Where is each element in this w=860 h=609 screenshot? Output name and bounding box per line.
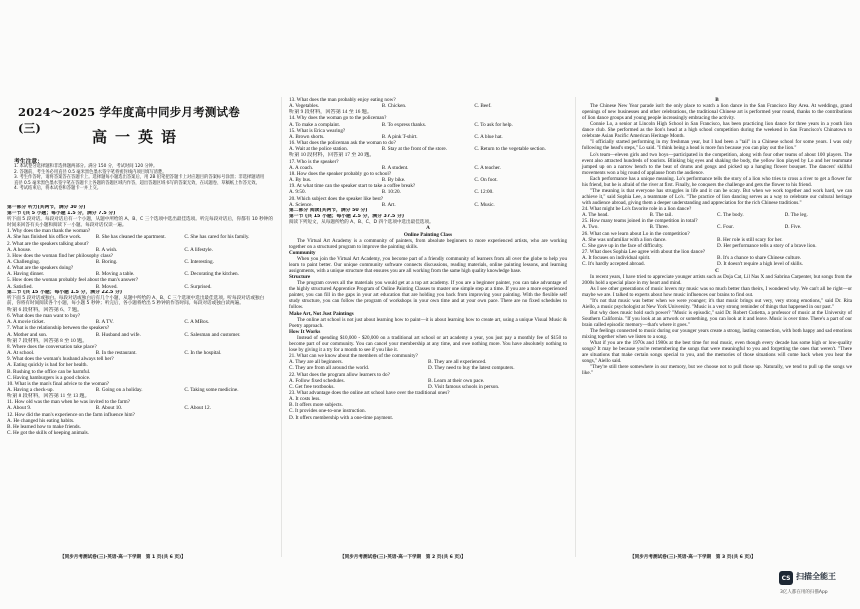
option-row xyxy=(289,165,567,171)
option: A. It costs less. xyxy=(289,396,321,403)
option: A. Science. xyxy=(289,201,313,208)
material-note: 听第 10 段材料，回答第 17 至 20 题。 xyxy=(289,152,375,159)
option: C. It provides one-to-one instruction. xyxy=(289,408,366,415)
option: B. Three. xyxy=(649,224,669,231)
option: A. Wait at the police station. xyxy=(289,146,348,153)
option: A. Having a check-up. xyxy=(7,386,54,393)
option: A. She was unfamiliar with a lion dance. xyxy=(582,236,667,243)
column-1 xyxy=(7,205,273,436)
passage-paragraph: "I officially started performing in my freshman year, but I had been a "tail" in a Chinese school for some years. I was only following the head's steps," Lo said. "I think being a head is more fun because you can play out the lion." xyxy=(582,139,852,152)
notice-title: 考生注意： xyxy=(14,159,43,165)
passage-title: Online Painting Class xyxy=(403,231,453,238)
option: B. Her role is still scary for her. xyxy=(717,236,783,243)
option-row xyxy=(289,365,567,371)
question-stem: 10. What is the man's final advice to the woman? xyxy=(7,380,109,387)
notice-item: 3. 考生作答时，请将答案答在答题卡上。选择题每小题选出答案后，用 2B 铅笔把答题卡上对应题目的答案标号涂黑；非选择题请用直径 0.5 毫米黑色墨水签字笔在答题卡上各题的答题区域内作答，超出答题区域书写的答案无效，在试题卷、草稿纸上作答无效。 xyxy=(14,175,265,186)
question-stem: 19. At what time can the speaker start to take a coffee break? xyxy=(289,183,416,190)
option: C. In the hospital. xyxy=(184,350,222,357)
passage-paragraph: When you join the Virtual Art Academy, you become part of a friendly community of learners from all over the globe to help you learn to paint better. Our unique community software connects discussions, reading materials, online painting lessons, and learning assignments, with a unique structure that ensures you are all working from the same high quality knowledge base. xyxy=(289,255,567,275)
passage-paragraph: But why does music hold such power? "Music is episodic," said Dr. Robert Cutietta, a professor of music at the University of Southern California. "If you look at an artwork or something, you can look at it and leave. Music is over time. There's a part of our brain called episodic memory—that's where it goes." xyxy=(582,309,852,329)
option: A. Mother and son. xyxy=(7,331,48,338)
option: C. Having hamburgers is a good choice. xyxy=(7,374,91,381)
notice-item: 2. 答题前，考生务必用直径 0.5 毫米黑色墨水签字笔将密封线内项目填写清楚。 xyxy=(14,169,167,175)
option: C. Four. xyxy=(717,224,734,231)
option: A. At school. xyxy=(7,350,35,357)
column-divider xyxy=(575,97,576,557)
option: C. The body. xyxy=(717,212,744,219)
option: B. Stay at the front of the store. xyxy=(381,146,447,153)
option: B. It offers more subjects. xyxy=(289,402,343,409)
option-row xyxy=(289,122,567,128)
option: C. It's hardly accepted abroad. xyxy=(582,261,645,268)
option: B. A TV. xyxy=(95,319,114,326)
option: A. She has finished his office work. xyxy=(7,234,82,241)
exam-subject: 高一英语 xyxy=(91,128,184,146)
question-stem: 1. Why does the man thank the woman? xyxy=(7,228,91,235)
question-stem: 7. What is the relationship between the speakers? xyxy=(7,325,110,332)
option: C. Interesting. xyxy=(184,258,214,265)
option: C. 12:00. xyxy=(474,189,494,196)
option: B. In the restaurant. xyxy=(95,350,137,357)
section-instructions: 听下面 5 段对话或独白。每段对话或独白后有几个小题，从题中所给的 A、B、C 三个选项中选出最佳选项。听每段对话或独白前，你将有时间阅读各个小题，每小题 5 秒钟；听完后，各小题将给出 5 秒钟的作答时间。每段对话或独白读两遍。 xyxy=(7,295,265,307)
passage-paragraph: The feelings connected to music during our younger years create a strong, lasting connection, with both happy and sad emotions mixing together when we listen to a song. xyxy=(582,328,852,341)
column-3 xyxy=(582,97,852,376)
option: A. It focuses on individual spirit. xyxy=(582,255,651,262)
material-note: 听第 8 段材料，回答第 11 至 13 题。 xyxy=(7,393,90,400)
passage-paragraph: "It's not that music was better when we were younger; it's that music brings out very, very strong emotions," said Dr. Rita Aiello, a music psychologist at New York University. "Music is a very strong reminder of things that happened in our past." xyxy=(582,297,852,310)
page-footer: 【同步月考测试卷(三)·英语·高一下学期 第 3 页(共 6 页)】 xyxy=(630,555,756,560)
option: A. Eating quickly is bad for her health. xyxy=(7,362,88,369)
option: B. Moved. xyxy=(95,283,118,290)
question-stem: 6. What does the man want to buy? xyxy=(7,313,81,320)
option: D. Visit famous schools in person. xyxy=(428,383,500,390)
option: B. To express thanks. xyxy=(381,121,427,128)
option: A. He changed his eating habits. xyxy=(7,417,75,424)
passage-subheading: Make Art, Not Just Paintings xyxy=(289,310,354,317)
passage-paragraph: Connie Lo, a senior at Lincoln High School in San Francisco, has been practicing lion dance for three years in a youth lion dance club. She performed as the lion's head at a high school competition during the weekend in San Francisco's Chinatown to celebrate Asian Pacific American Heritage Month. xyxy=(582,121,852,140)
passage-paragraph: The program covers all the materials you would get at a top art academy. If you are a beginner painter, you can take advantage of the highly structured Apprentice Program of Online Painting Classes to master one simple step at a time. If you are a more experienced painter, you can fill in the gaps in your art education that are holding you back from improving your painting. With the flexible self study structure, you can follow the program of workshops in your own time and at your own pace. There are no fixed schedules to follow. xyxy=(289,280,567,311)
option: D. It doesn't require a high level of skills. xyxy=(717,261,803,268)
question-stem: 9. What does the woman's husband always tell her? xyxy=(7,356,114,363)
question-stem: 22. What does the program allow learners to do? xyxy=(289,371,390,378)
section-instructions: 阅读下列短文，从每题所给的 A、B、C、D 四个选项中选出最佳选项。 xyxy=(289,219,434,225)
question-stem: 26. What can we learn about Lo in the competition? xyxy=(582,230,690,237)
option: C. A MBox. xyxy=(184,319,210,326)
passage-paragraph: "The meaning is that everyone has struggles in life and it can be scary. But when we work together and work hard, we can achieve it," said Sophia Lee, a teammate of Lo's. "The practice of lion dancing serves as a way to celebrate our cultural heritage with audience abroad, giving them a deeper understanding and appreciation for the rich Chinese traditions." xyxy=(582,187,852,206)
option: C. Music. xyxy=(474,201,495,208)
question-stem: 8. Where does the conversation take place? xyxy=(7,343,97,350)
option: B. Moving a table. xyxy=(95,271,135,278)
option: A. By bus. xyxy=(289,177,312,184)
option: C. On foot. xyxy=(474,177,498,184)
option: B. About 10. xyxy=(95,405,123,412)
option: C. He got the skills of keeping animals. xyxy=(7,430,89,437)
option: A. The head. xyxy=(582,212,609,219)
notice-item: 4. 考试结束后，将本试卷和答题卡一并上交。 xyxy=(14,186,102,192)
passage-paragraph: As I see other generations of music lovers my music was so much better than theirs, I wondered why. We can't all be right—or maybe we are. I talked to experts about how music influences our brains to find out. xyxy=(582,285,852,298)
passage-letter: B xyxy=(715,97,719,103)
option: D. The leg. xyxy=(784,212,808,219)
option: A. Vegetables. xyxy=(289,103,320,110)
option: A. 9:50. xyxy=(289,189,306,196)
option: B. Chicken. xyxy=(381,103,407,110)
material-note: 听第 7 段材料，回答第 8 至 10 题。 xyxy=(7,337,88,344)
passage-paragraph: Lo's team—eleven girls and two boys—participated in the competition, along with four other teams of about 100 players. The event also attracted hundreds of tourists. Blinking big eyes and shaking the body, the yellow lion played by Lo and her teammate jumped up on a narrow bench to the beat of drums and gongs and picked up a hanging flower bouquet. The dancers' skillful movements won a big round of applause from the audience. xyxy=(582,151,852,176)
passage-paragraph: The Virtual Art Academy is a community of painters, from absolute beginners to more experienced artists, who are working together on a structured program to improve the painting skills. xyxy=(289,237,567,250)
option: C. A lifestyle. xyxy=(184,246,213,253)
option-row xyxy=(582,261,852,267)
option: A. Challenging. xyxy=(7,258,40,265)
passage-paragraph: Instead of spending $10,000 - $20,000 on a traditional art school or art academy a year, you just pay a monthly fee of $150 to become part of our community. You can cancel your membership at any time, and owe nothing more. You have absolutely nothing to lose by giving it a try for a month to see if you like it. xyxy=(289,334,567,353)
question-stem: 12. How did the man's experience on the farm influence him? xyxy=(7,411,135,418)
option: B. A wish. xyxy=(95,246,118,253)
option: C. Salesman and customer. xyxy=(184,331,241,338)
section-heading: 第一节 (共 15 小题；每小题 2.5 分，满分 37.5 分) xyxy=(289,213,405,219)
option: B. It's a chance to share Chinese culture. xyxy=(717,255,802,262)
column-divider xyxy=(281,97,282,557)
part-heading: 第二部分 阅读(共两节，满分 50 分) xyxy=(289,207,368,213)
passage-subheading: Community xyxy=(289,249,316,256)
passage-paragraph: The online art school is not just about learning how to paint—it is about learning how to create art, using a unique Visual Music & Poetry approach. xyxy=(289,316,567,329)
option: A. To make a complaint. xyxy=(289,121,341,128)
scanner-tagline: 3亿人都在用的扫描App xyxy=(780,590,828,595)
question-stem: 21. What can we know about the members of the community? xyxy=(289,353,418,360)
option: D. Five. xyxy=(784,224,802,231)
option: B. He learned how to make friends. xyxy=(7,423,81,430)
option: A. Brown shorts. xyxy=(289,133,325,140)
option: B. A student. xyxy=(381,164,409,171)
option: B. Husband and wife. xyxy=(95,331,141,338)
option: A. Having dinner. xyxy=(7,271,45,278)
option: B. They are all experienced. xyxy=(428,359,487,366)
question-stem: 17. Who is the speaker? xyxy=(289,158,339,165)
question-stem: 20. Which subject does the speaker like best? xyxy=(289,195,384,202)
option-row xyxy=(582,224,852,230)
question-stem: 27. What does Sophia Lee agree with about the lion dance? xyxy=(582,249,706,256)
option-row xyxy=(7,247,273,253)
option: C. Surprised. xyxy=(184,283,212,290)
question-stem: 24. What might be Lo's favorite role in a lion dance? xyxy=(582,205,692,212)
option: B. Art. xyxy=(381,201,396,208)
material-note: 听第 9 段材料，回答第 14 至 16 题。 xyxy=(289,109,373,116)
option: B. Rushing to the office can be harmful. xyxy=(7,368,91,375)
option-row xyxy=(7,332,273,338)
material-note: 听第 6 段材料，回答第 6、7 题。 xyxy=(7,306,83,313)
page-footer: 【同步月考测试卷(三)·英语·高一下学期 第 1 页(共 6 页)】 xyxy=(60,555,186,560)
passage-subheading: How It Works xyxy=(289,328,321,335)
option: C. A blue hat. xyxy=(474,133,503,140)
notice-list xyxy=(14,164,266,192)
option: B. 10:20. xyxy=(381,189,401,196)
section-heading: 第二节 (共 15 小题；每小题 1.5 分，满分 22.5 分) xyxy=(7,289,123,295)
option: A. They are all beginners. xyxy=(289,359,343,366)
option: B. Learn at their own pace. xyxy=(428,377,485,384)
passage-letter: C xyxy=(715,267,719,274)
question-stem: 2. What are the speakers talking about? xyxy=(7,240,89,247)
page-footer: 【同步月考测试卷(三)·英语·高一下学期 第 2 页(共 6 页)】 xyxy=(340,555,466,560)
option: C. She gave up in the face of difficulty. xyxy=(582,242,664,249)
option: D. Her performance tells a story of a brave lion. xyxy=(717,242,817,249)
option: B. A pink T-shirt. xyxy=(381,133,418,140)
passage-paragraph: "They're still there somewhere in our memory, but we choose not to pull those up. Naturally, we tend to pull up the songs we like." xyxy=(582,364,852,377)
option: A. About 9. xyxy=(7,405,32,412)
option-row xyxy=(7,284,273,290)
option: C. Decorating the kitchen. xyxy=(184,271,239,278)
option: B. Boring. xyxy=(95,258,118,265)
scanner-app-name: 扫描全能王 xyxy=(796,572,836,581)
option-row xyxy=(289,189,567,195)
question-stem: 14. Why does the woman go to the policeman? xyxy=(289,115,387,122)
option: C. Get free textbooks. xyxy=(289,383,335,390)
option: B. By bike. xyxy=(381,177,406,184)
question-stem: 13. What does the man probably enjoy eating now? xyxy=(289,97,396,103)
camscanner-logo-icon: CS xyxy=(779,571,793,585)
option: D. It offers membership with a one-time payment. xyxy=(289,414,394,421)
option: B. She has cleaned the apartment. xyxy=(95,234,166,241)
option: D. They need to buy the latest computers. xyxy=(428,365,515,372)
option-row xyxy=(289,202,567,208)
option: A. A house. xyxy=(7,246,32,253)
passage-subheading: Structure xyxy=(289,274,311,281)
option: A. A coach. xyxy=(289,164,314,171)
passage-paragraph: What if you are the 1970s and 1980s at the best time for real music, even though every decade has some high or low-quality songs? It may be because you're remembering the songs that were meaningful to you and forgetting the ones that weren't. "There are situations that make certain songs special to you, and the memories of those situations will come back when you hear the songs," Aiello said. xyxy=(582,340,852,365)
option: A. Two. xyxy=(582,224,599,231)
option: A. Satisfied. xyxy=(7,283,33,290)
option: A. Follow fixed schedules. xyxy=(289,377,345,384)
option: C. She has cared for his family. xyxy=(184,234,250,241)
option: C. Taking some medicine. xyxy=(184,386,239,393)
column-2 xyxy=(289,97,567,421)
option-row xyxy=(7,405,273,411)
question-stem: 15. What is Erica wearing? xyxy=(289,127,346,134)
notice-item: 1. 本试卷分选择题和非选择题两部分。满分 150 分，考试时间 120 分钟。 xyxy=(14,164,158,169)
part-heading: 第一部分 听力(共两节，满分 30 分) xyxy=(7,205,86,210)
option: C. About 12. xyxy=(184,405,211,412)
question-stem: 16. What does the policeman ask the woman to do? xyxy=(289,140,396,147)
question-stem: 4. What are the speakers doing? xyxy=(7,265,74,272)
passage-paragraph: In recent years, I have tried to appreciate younger artists such as Doja Cat, Lil Nas X and Sabrina Carpenter, but songs from the 2000s hold a special place in my heart and mind. xyxy=(582,273,852,286)
option: C. Beef. xyxy=(474,103,492,110)
passage-paragraph: Each performance has a unique meaning. Lo's performance tells the story of a lion who tries to cross a river to get a flower for his friend, but he is afraid of the river at first. Finally, he conquers the challenge and gets the flower to his friend. xyxy=(582,175,852,188)
option: C. They are from all around the world. xyxy=(289,365,370,372)
question-stem: 23. What advantage does the online art school have over the traditional ones? xyxy=(289,389,450,396)
exam-title: 2024～2025 学年度高中同步月考测试卷(三) xyxy=(18,105,240,135)
option: B. The tail. xyxy=(649,212,673,219)
option: B. Going on a holiday. xyxy=(95,386,143,393)
option-row xyxy=(7,234,273,240)
question-stem: 18. How does the speaker probably go to school? xyxy=(289,170,392,177)
option: C. To ask for help. xyxy=(474,121,513,128)
passage-letter: A xyxy=(426,225,430,232)
option: A. A movie ticket. xyxy=(7,319,45,326)
question-stem: 11. How old was the man when he was invited to the farm? xyxy=(7,399,130,406)
question-stem: 5. How does the woman probably feel about the man's answer? xyxy=(7,277,139,284)
question-stem: 25. How many teams joined in the competition in total? xyxy=(582,218,698,225)
question-stem: 3. How does the woman find her philosophy class? xyxy=(7,252,113,259)
section-heading: 第一节 (共 5 小题；每小题 1.5 分，满分 7.5 分) xyxy=(7,211,116,216)
option: C. Return to the vegetable section. xyxy=(474,146,546,153)
section-instructions: 听下面 5 段对话。每段对话后有一个小题，从题中所给的 A、B、C 三个选项中选出最佳选项。听完每段对话后，你都有 10 秒钟的时间来回答有关小题和阅读下一小题。每段对话仅读一遍。 xyxy=(7,217,273,228)
passage-paragraph: The Chinese New Year parade isn't the only place to watch a lion dance in the San Francisco Bay Area. At weddings, grand openings of new businesses and other celebrations, the traditional Chinese art is performed year round, thanks to the contributions of lion dance groups and young people increasingly embracing the activity. xyxy=(582,103,852,122)
option: C. A teacher. xyxy=(474,164,501,171)
